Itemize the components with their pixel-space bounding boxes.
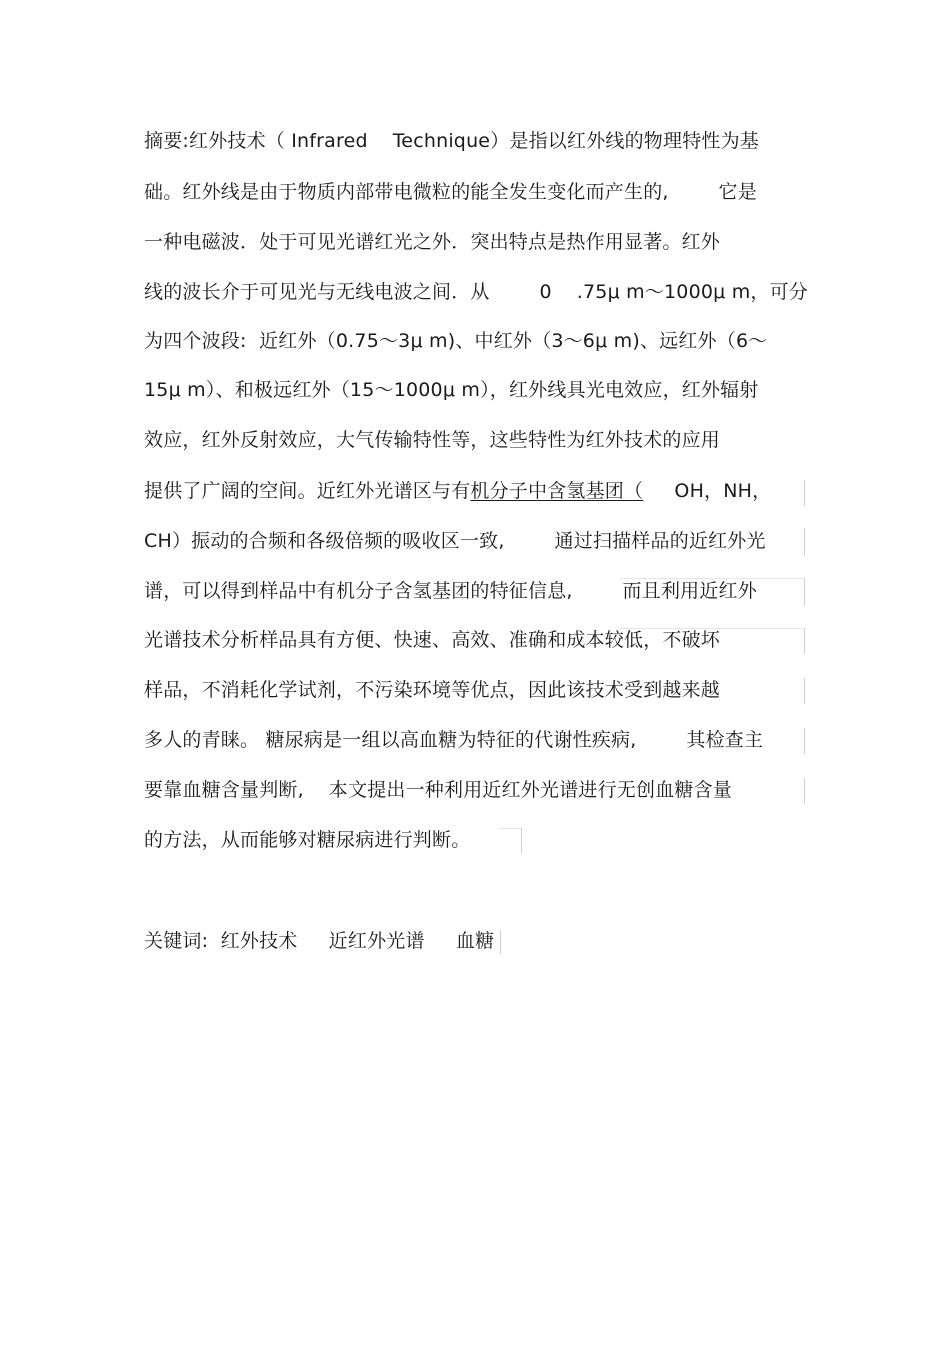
keywords-line: 关键词: 红外技术 近红外光谱 血糖: [144, 930, 495, 952]
abstract-line-15: 的方法，从而能够对糖尿病进行判断。: [144, 829, 471, 851]
abstract-line-1: 摘要:红外技术（ Infrared Technique）是指以红外线的物理特性为基: [144, 130, 760, 152]
abstract-line-7: 效应，红外反射效应，大气传输特性等，这些特性为红外技术的应用: [144, 429, 721, 451]
abstract-line-5: 为四个波段: 近红外（0.75～3μ m)、中红外（3～6μ m)、远红外（6～: [144, 330, 768, 352]
edge-rule: [500, 828, 521, 829]
abstract-line-8-head: 提供了广阔的空间。近红外光谱区与有: [144, 480, 471, 502]
edge-rule: [804, 578, 805, 606]
abstract-line-10: 谱，可以得到样品中有机分子含氢基团的特征信息, 而且利用近红外: [144, 580, 757, 602]
abstract-line-11: 光谱技术分析样品具有方便、快速、高效、准确和成本较低，不破坏: [144, 629, 721, 651]
edge-rule: [804, 778, 805, 804]
edge-rule: [521, 828, 522, 854]
edge-rule: [620, 628, 804, 629]
edge-rule: [804, 528, 805, 556]
abstract-line-13: 多人的青睐。 糖尿病是一组以高血糖为特征的代谢性疾病, 其检查主: [144, 729, 764, 751]
abstract-line-6: 15μ m）、和极远红外（15～1000μ m），红外线具光电效应，红外辐射: [144, 379, 759, 401]
abstract-line-3: 一种电磁波．处于可见光谱红光之外．突出特点是热作用显著。红外: [144, 231, 721, 253]
edge-rule: [804, 678, 805, 704]
abstract-line-12: 样品，不消耗化学试剂，不污染环境等优点，因此该技术受到越来越: [144, 679, 721, 701]
abstract-line-8-underlined: 机分子中含氢基团（: [470, 480, 644, 502]
edge-rule: [620, 578, 804, 579]
abstract-line-2: 础。红外线是由于物质内部带电微粒的能全发生变化而产生的, 它是: [144, 181, 757, 203]
edge-rule: [804, 628, 805, 654]
edge-rule: [804, 480, 805, 506]
abstract-line-8: [144, 479, 771, 503]
abstract-line-8-tail: OH，NH，: [643, 480, 772, 502]
edge-rule: [804, 728, 805, 754]
abstract-line-14: 要靠血糖含量判断, 本文提出一种利用近红外光谱进行无创血糖含量: [144, 779, 732, 801]
abstract-line-9: CH）振动的合频和各级倍频的吸收区一致, 通过扫描样品的近红外光: [144, 530, 766, 552]
abstract-line-4: 线的波长介于可见光与无线电波之间．从 0 .75μ m～1000μ m，可分: [144, 281, 809, 303]
edge-rule: [500, 930, 501, 954]
